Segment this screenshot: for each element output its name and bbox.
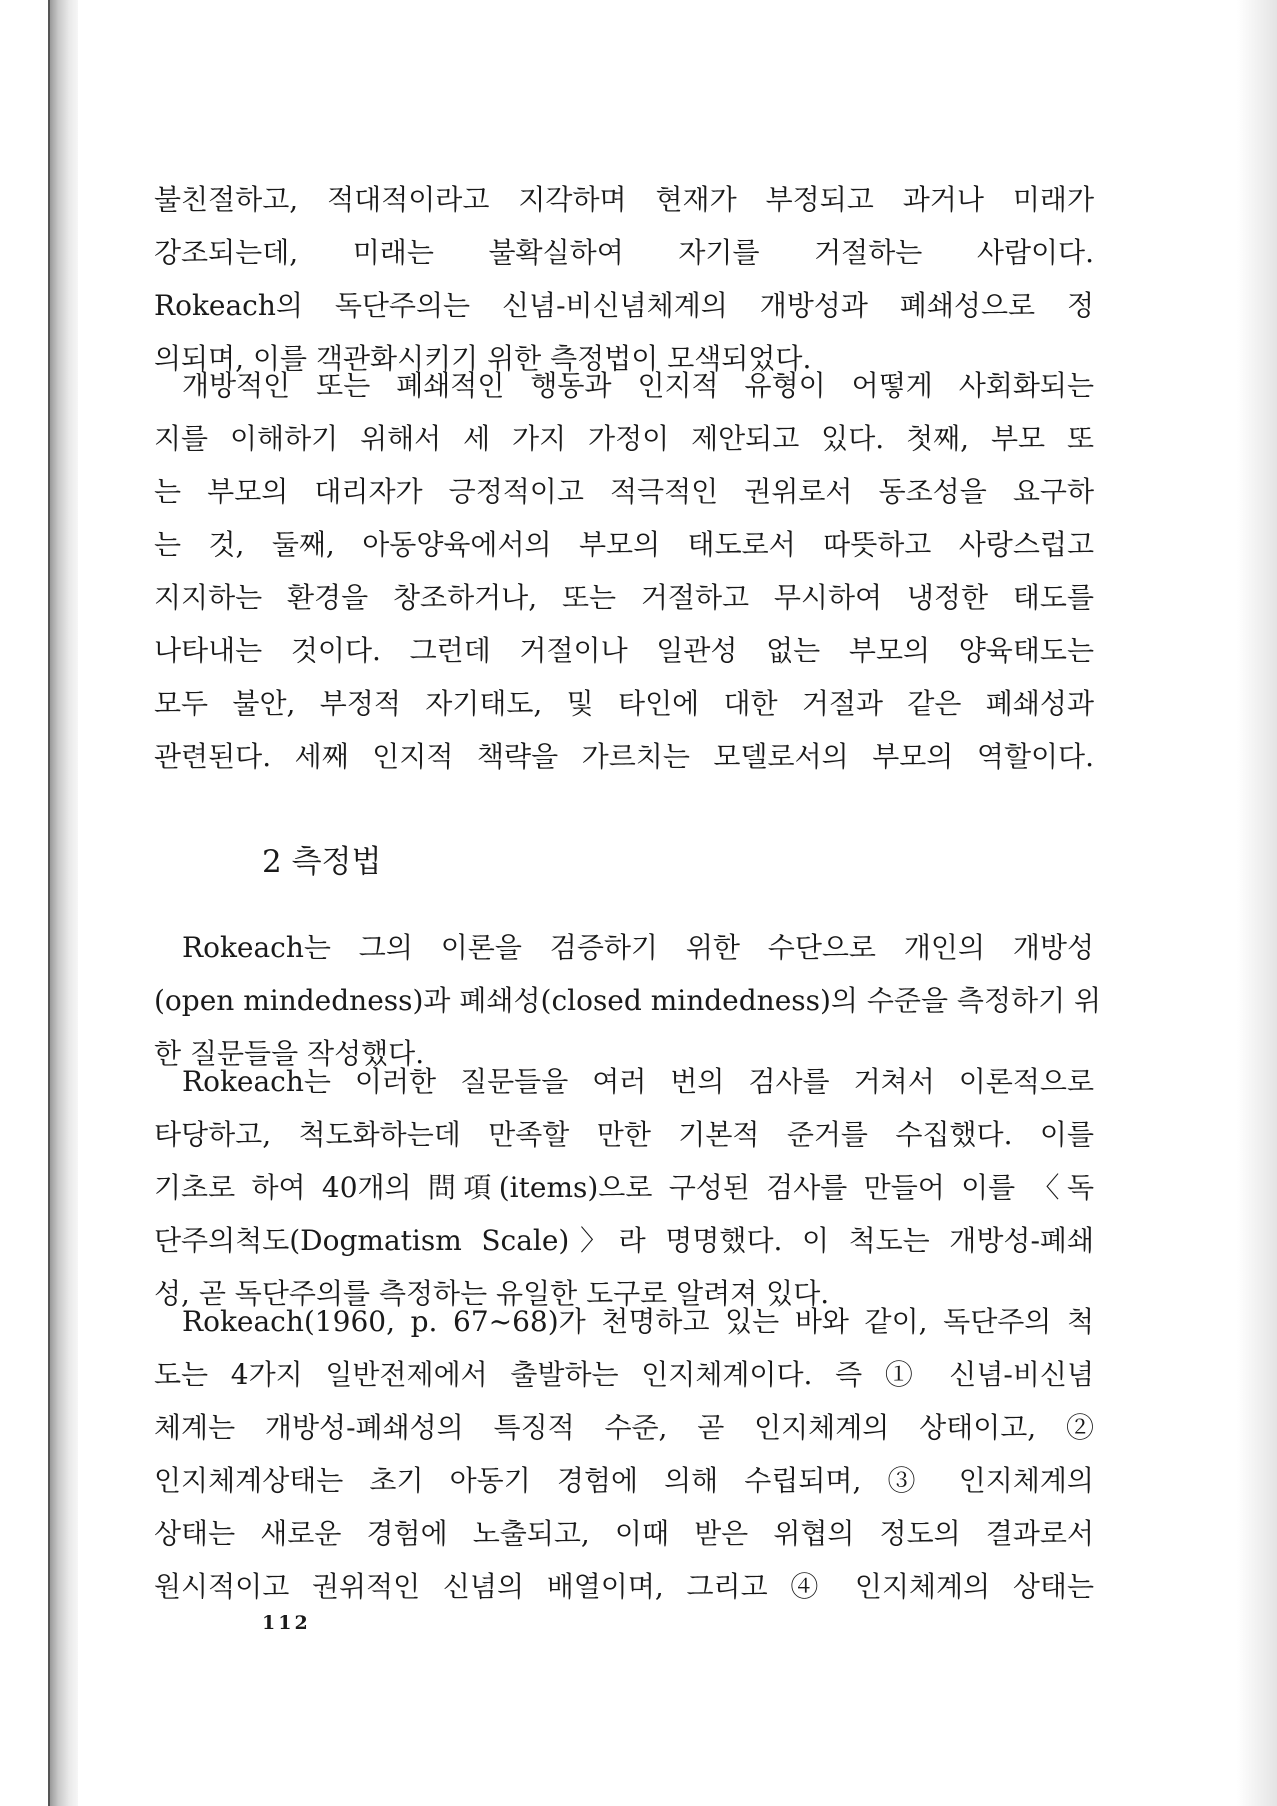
- text-line: 체계는 개방성-폐쇄성의 특징적 수준, 곧 인지체계의 상태이고, ②: [154, 1411, 1094, 1444]
- text-line: 는 부모의 대리자가 긍정적이고 적극적인 권위로서 동조성을 요구하: [154, 475, 1094, 508]
- text-line: 지지하는 환경을 창조하거나, 또는 거절하고 무시하여 냉정한 태도를: [154, 581, 1094, 614]
- text-line: 한 질문들을 작성했다.: [154, 1037, 425, 1070]
- text-line: 원시적이고 권위적인 신념의 배열이며, 그리고 ④ 인지체계의 상태는: [154, 1570, 1094, 1603]
- text-line: Rokeach는 이러한 질문들을 여러 번의 검사를 거쳐서 이론적으로: [182, 1065, 1094, 1098]
- page-shadow: [1237, 0, 1277, 1806]
- text-line: 개방적인 또는 폐쇄적인 행동과 인지적 유형이 어떻게 사회화되는: [182, 369, 1094, 402]
- text-line: 는 것, 둘째, 아동양육에서의 부모의 태도로서 따뜻하고 사랑스럽고: [154, 528, 1094, 561]
- text-line: 성, 곧 독단주의를 측정하는 유일한 도구로 알려져 있다.: [154, 1277, 830, 1310]
- text-line: (open mindedness)과 폐쇄성(closed mindedness)의 수준을 측정하기 위: [154, 984, 1102, 1017]
- book-edge-line: [48, 0, 50, 1806]
- text-line: Rokeach의 독단주의는 신념-비신념체계의 개방성과 폐쇄성으로 정: [154, 289, 1094, 322]
- page-number: 112: [262, 1612, 311, 1634]
- text-line: Rokeach는 그의 이론을 검증하기 위한 수단으로 개인의 개방성: [182, 931, 1094, 964]
- text-line: 관련된다. 세째 인지적 책략을 가르치는 모델로서의 부모의 역할이다.: [154, 740, 1094, 773]
- text-line: 도는 4가지 일반전제에서 출발하는 인지체계이다. 즉 ① 신념-비신념: [154, 1358, 1094, 1391]
- paragraph-4: [154, 1055, 1094, 1320]
- text-line: 단주의척도(Dogmatism Scale)〉라 명명했다. 이 척도는 개방성-폐쇄: [154, 1224, 1094, 1257]
- section-heading: 2 측정법: [262, 844, 382, 880]
- paragraph-1: [154, 173, 1094, 385]
- text-line: 나타내는 것이다. 그런데 거절이나 일관성 없는 부모의 양육태도는: [154, 634, 1094, 667]
- text-line: 의되며, 이를 객관화시키기 위한 측정법이 모색되었다.: [154, 342, 812, 375]
- book-spine-edge: [48, 0, 78, 1806]
- text-line: 기초로 하여 40개의 問項(items)으로 구성된 검사를 만들어 이를 〈독: [154, 1171, 1094, 1204]
- text-line: Rokeach(1960, p. 67~68)가 천명하고 있는 바와 같이, 독단주의 척: [182, 1305, 1094, 1338]
- text-line: 타당하고, 척도화하는데 만족할 만한 기본적 준거를 수집했다. 이를: [154, 1118, 1094, 1151]
- paragraph-5: [154, 1295, 1094, 1613]
- text-line: 모두 불안, 부정적 자기태도, 및 타인에 대한 거절과 같은 폐쇄성과: [154, 687, 1094, 720]
- text-line: 불친절하고, 적대적이라고 지각하며 현재가 부정되고 과거나 미래가: [154, 183, 1094, 216]
- text-line: 인지체계상태는 초기 아동기 경험에 의해 수립되며, ③ 인지체계의: [154, 1464, 1094, 1497]
- text-line: 상태는 새로운 경험에 노출되고, 이때 받은 위협의 정도의 결과로서: [154, 1517, 1094, 1550]
- text-line: 지를 이해하기 위해서 세 가지 가정이 제안되고 있다. 첫째, 부모 또: [154, 422, 1094, 455]
- paragraph-2: [154, 359, 1094, 783]
- text-line: 강조되는데, 미래는 불확실하여 자기를 거절하는 사람이다.: [154, 236, 1094, 269]
